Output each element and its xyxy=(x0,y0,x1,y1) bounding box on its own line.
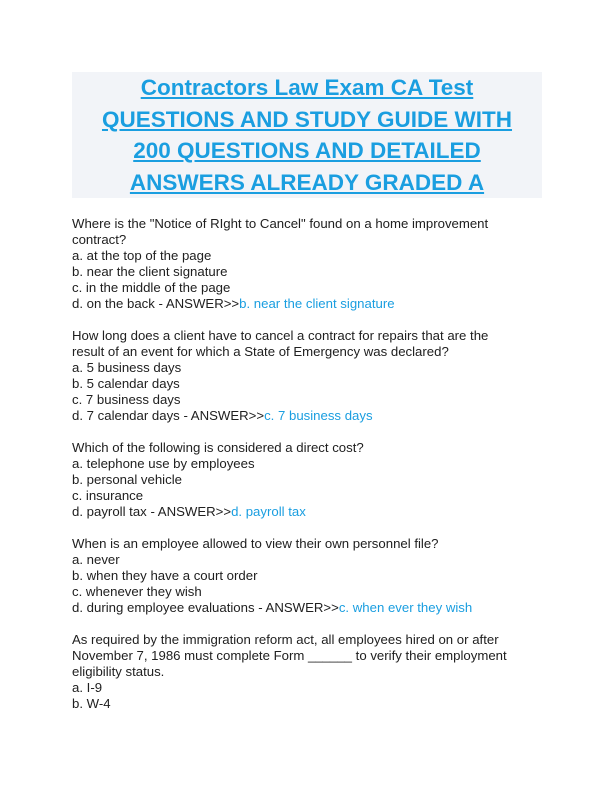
option: b. when they have a court order xyxy=(72,568,258,583)
question-text: Where is the "Notice of RIght to Cancel" found on a home improvement xyxy=(72,216,489,231)
answer-prefix: - ANSWER>> xyxy=(146,504,232,519)
title-line: 200 QUESTIONS AND DETAILED xyxy=(133,138,481,163)
title-line: ANSWERS ALREADY GRADED A xyxy=(129,169,485,195)
document-title xyxy=(72,72,542,198)
option-with-answer xyxy=(72,296,542,312)
question-text: result of an event for which a State of Emergency was declared? xyxy=(72,344,449,359)
option: c. 7 business days xyxy=(72,392,181,407)
option: b. near the client signature xyxy=(72,264,228,279)
option: c. whenever they wish xyxy=(72,584,202,599)
option: c. in the middle of the page xyxy=(72,280,231,295)
title-line: Contractors Law Exam CA Test xyxy=(140,75,474,100)
question-2 xyxy=(72,328,542,424)
question-3 xyxy=(72,440,542,520)
option: b. personal vehicle xyxy=(72,472,182,487)
question-text: November 7, 1986 must complete Form ______ to verify their employment xyxy=(72,648,507,663)
option: a. 5 business days xyxy=(72,360,182,375)
option: d. payroll tax xyxy=(72,504,147,519)
question-text: As required by the immigration reform act, all employees hired on or after xyxy=(72,632,499,647)
answer-prefix: - ANSWER>> xyxy=(154,296,240,311)
answer: c. when ever they wish xyxy=(338,600,473,615)
option: b. 5 calendar days xyxy=(72,376,180,391)
question-1 xyxy=(72,216,542,312)
answer: b. near the client signature xyxy=(239,296,395,311)
option-with-answer xyxy=(72,408,542,424)
option: c. insurance xyxy=(72,488,144,503)
option: d. on the back xyxy=(72,296,155,311)
option: a. never xyxy=(72,552,120,567)
option: d. during employee evaluations xyxy=(72,600,255,615)
option: a. I-9 xyxy=(72,680,103,695)
question-4 xyxy=(72,536,542,616)
option: a. telephone use by employees xyxy=(72,456,255,471)
title-line: QUESTIONS AND STUDY GUIDE WITH xyxy=(101,106,513,132)
answer-prefix: - ANSWER>> xyxy=(254,600,339,615)
question-text: Which of the following is considered a direct cost? xyxy=(72,440,364,455)
question-text: When is an employee allowed to view their own personnel file? xyxy=(72,536,439,551)
option: b. W-4 xyxy=(72,696,111,711)
question-text: contract? xyxy=(72,232,127,247)
question-5 xyxy=(72,632,542,712)
answer: c. 7 business days xyxy=(264,408,373,423)
option-with-answer xyxy=(72,504,542,520)
question-text: How long does a client have to cancel a contract for repairs that are the xyxy=(72,328,489,343)
option-with-answer xyxy=(72,600,542,616)
answer-prefix: - ANSWER>> xyxy=(179,408,265,423)
question-list xyxy=(72,216,542,728)
option: d. 7 calendar days xyxy=(72,408,180,423)
answer: d. payroll tax xyxy=(231,504,306,519)
option: a. at the top of the page xyxy=(72,248,212,263)
question-text: eligibility status. xyxy=(72,664,165,679)
